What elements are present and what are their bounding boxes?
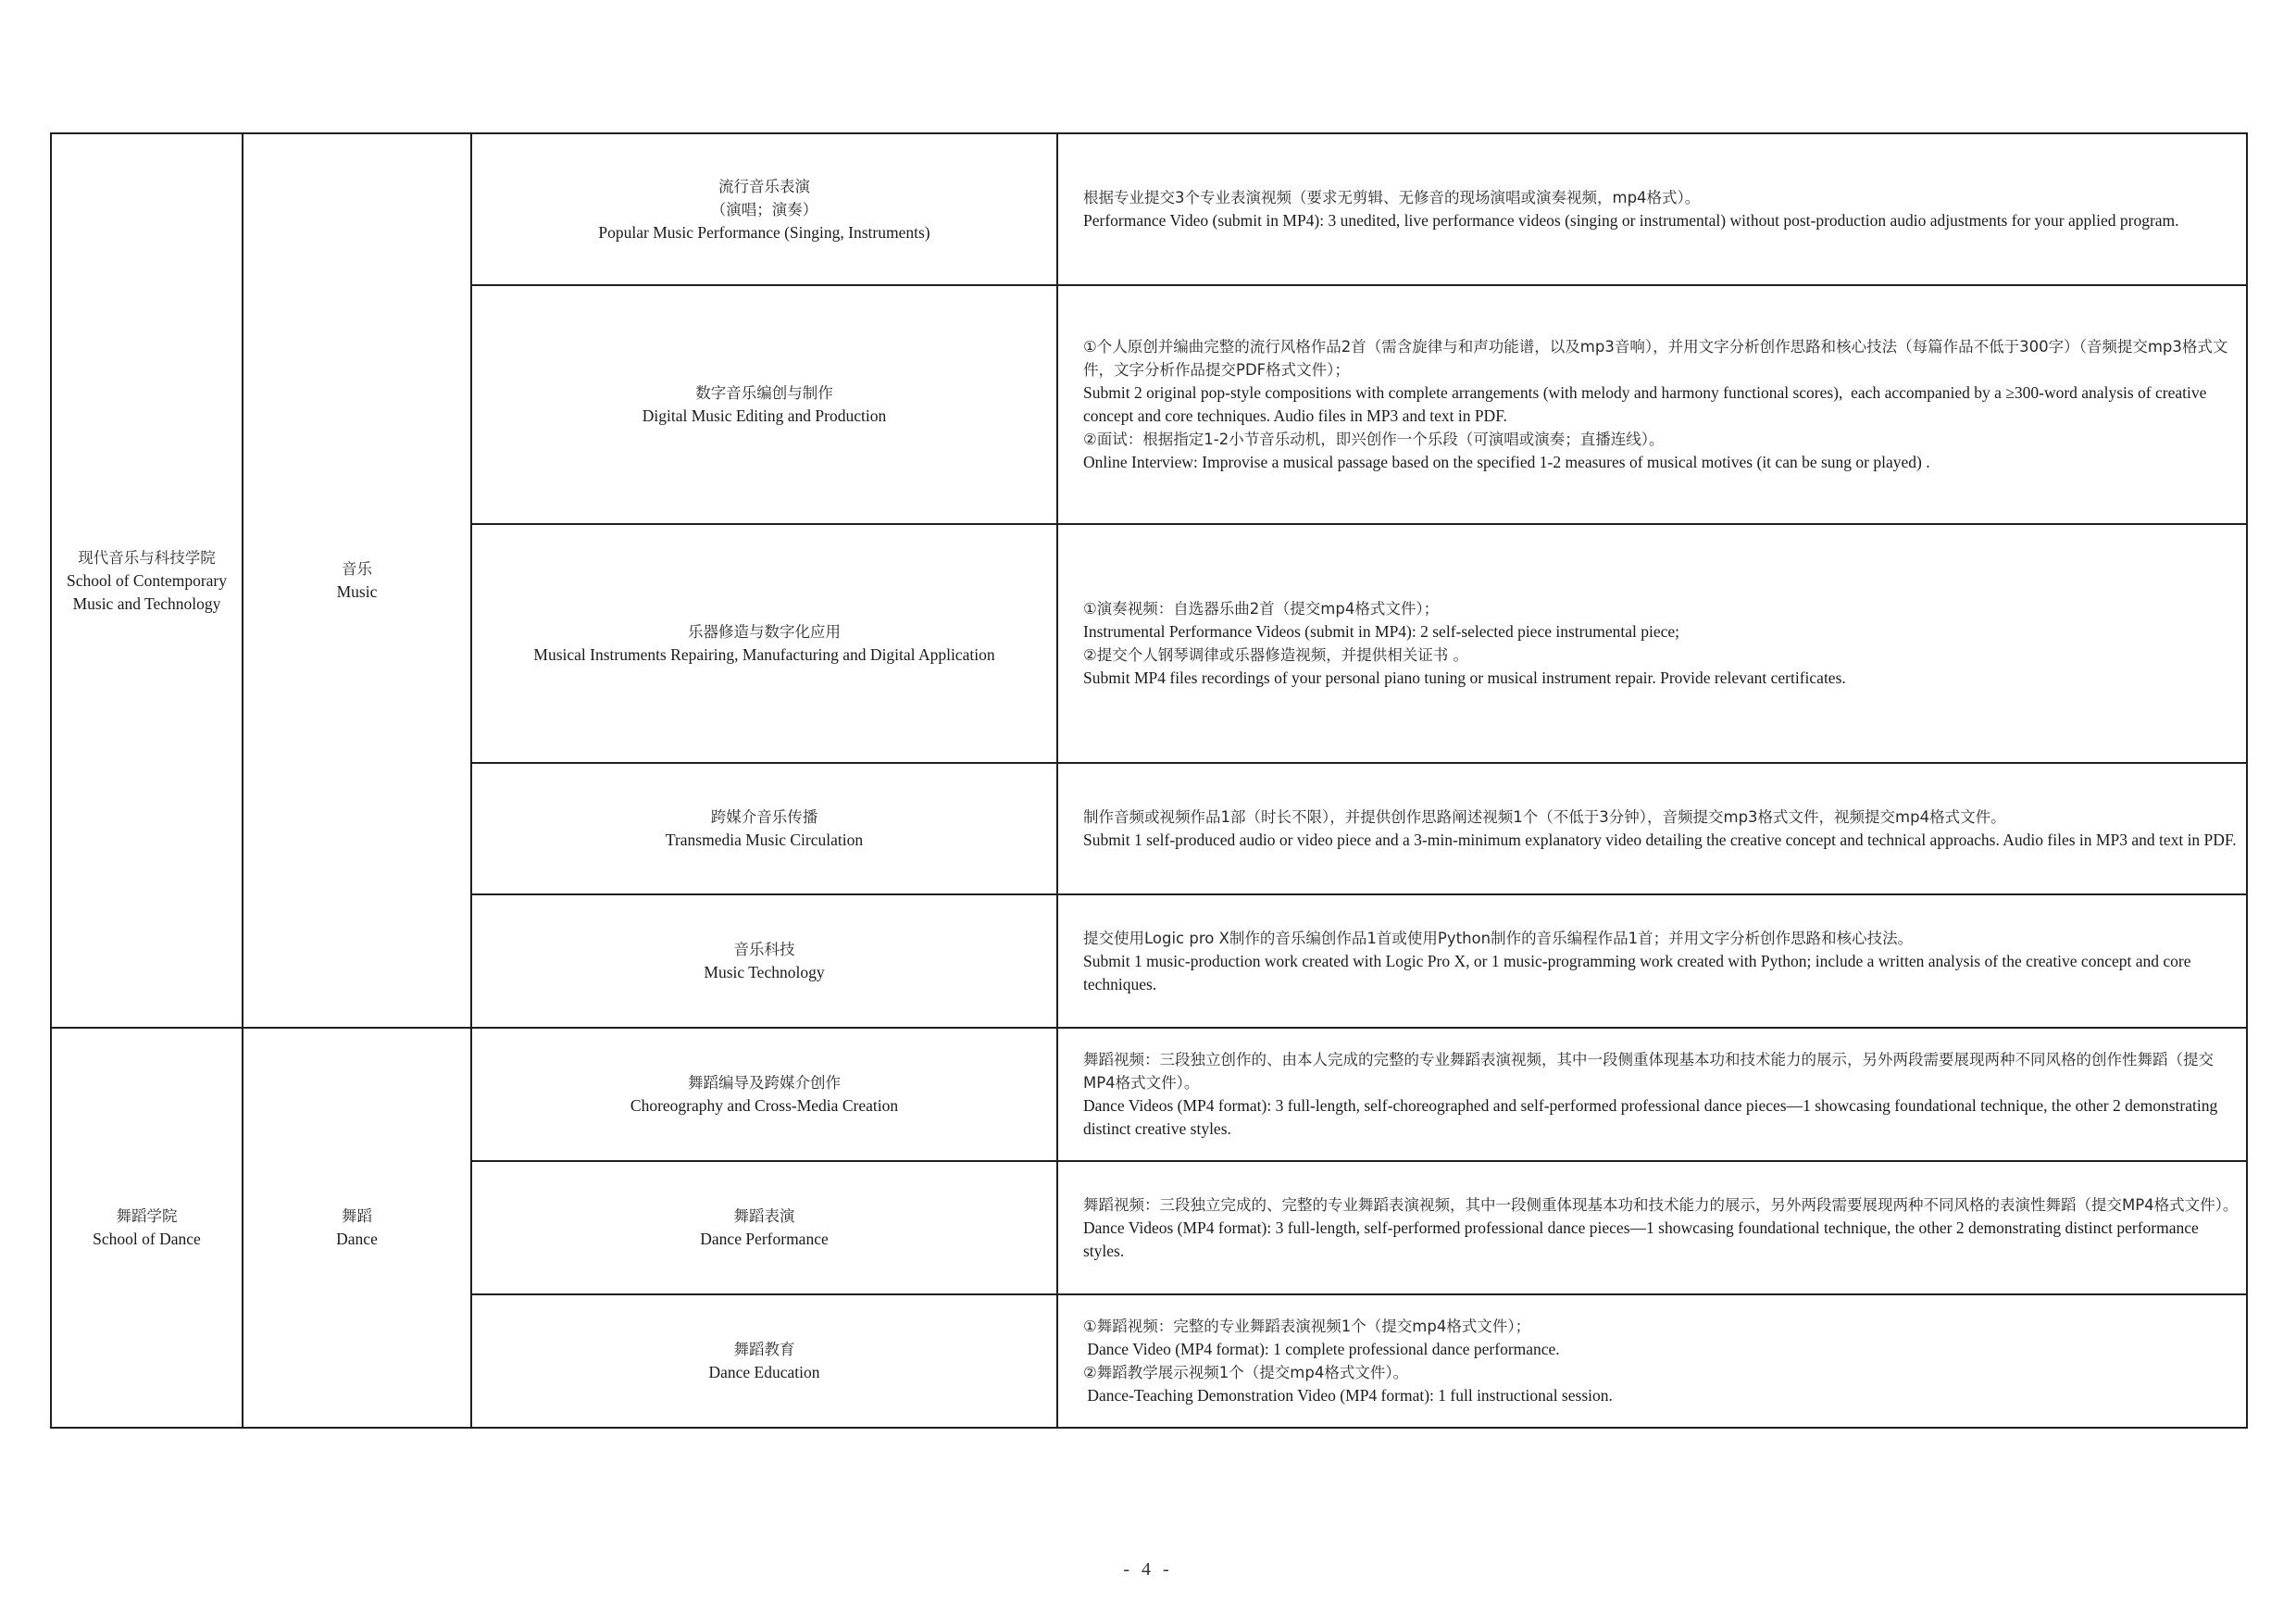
discipline-cell bbox=[243, 1028, 471, 1428]
program-name-cn: 舞蹈编导及跨媒介创作 bbox=[688, 1074, 841, 1092]
program-subtitle-cn: （演唱；演奏） bbox=[710, 200, 818, 219]
program-name-en: Dance Performance bbox=[700, 1230, 829, 1248]
requirements-cell bbox=[1057, 1161, 2247, 1294]
requirement-text-cn: ①个人原创并编曲完整的流行风格作品2首（需含旋律与和声功能谱，以及mp3音响），并用文字分析创作思路和核心技法（每篇作品不低于300字）（音频提交mp3格式文件，文字分析作品提交PDF格式文件）； bbox=[1083, 338, 2228, 379]
program-name-cn: 音乐科技 bbox=[733, 941, 795, 958]
program-name-en: Dance Education bbox=[708, 1363, 820, 1381]
program-name-en: Digital Music Editing and Production bbox=[642, 406, 887, 425]
program-name-cell bbox=[471, 1028, 1057, 1161]
requirement-text-en: Performance Video (submit in MP4): 3 unedited, live performance videos (singing or instrumental) without post-production audio adjustments for your applied program. bbox=[1083, 211, 2179, 230]
table-row bbox=[51, 133, 2247, 285]
requirement-text-en: Dance Videos (MP4 format): 3 full-length, self-performed professional dance pieces—1 showcasing foundational technique, the other 2 demonstrating distinct performance styles. bbox=[1083, 1218, 2203, 1260]
discipline-name-cn: 音乐 bbox=[342, 560, 372, 578]
requirement-text-en: Online Interview: Improvise a musical passage based on the specified 1-2 measures of musical motives (it can be sung or played) . bbox=[1083, 453, 1930, 471]
requirement-text-en: Submit 2 original pop-style compositions with complete arrangements (with melody and harmony functional scores), each accompanied by a ≥300-word analysis of creative concept and core techniques. Audio files in MP3 and text in PDF. bbox=[1083, 383, 2211, 425]
requirement-text-cn: ①舞蹈视频：完整的专业舞蹈表演视频1个（提交mp4格式文件）； bbox=[1083, 1318, 1531, 1335]
program-name-cn: 数字音乐编创与制作 bbox=[695, 384, 833, 402]
program-name-cell bbox=[471, 285, 1057, 524]
requirement-text-cn: 制作音频或视频作品1部（时长不限），并提供创作思路阐述视频1个（不低于3分钟），音频提交mp3格式文件，视频提交mp4格式文件。 bbox=[1083, 808, 2006, 826]
requirement-text-en: Submit MP4 files recordings of your personal piano tuning or musical instrument repair. Provide relevant certificates. bbox=[1083, 668, 1846, 687]
requirement-text-cn: 提交使用Logic pro X制作的音乐编创作品1首或使用Python制作的音乐编程作品1首；并用文字分析创作思路和核心技法。 bbox=[1083, 929, 1914, 947]
school-name-en: School of Dance bbox=[93, 1230, 201, 1248]
program-name-cell bbox=[471, 1161, 1057, 1294]
school-name-en: Music and Technology bbox=[72, 593, 221, 613]
program-name-en: Popular Music Performance (Singing, Instruments) bbox=[598, 222, 930, 242]
school-cell bbox=[51, 1028, 243, 1428]
program-name-cn: 乐器修造与数字化应用 bbox=[688, 623, 841, 641]
program-name-cell bbox=[471, 763, 1057, 894]
table-row bbox=[51, 1028, 2247, 1161]
program-name-cell bbox=[471, 894, 1057, 1028]
program-name-cell bbox=[471, 524, 1057, 763]
school-name-en: School of Contemporary bbox=[66, 570, 228, 590]
requirement-text-en: Dance Video (MP4 format): 1 complete professional dance performance. bbox=[1083, 1340, 1560, 1358]
requirements-cell bbox=[1057, 894, 2247, 1028]
requirement-text-cn: ②面试：根据指定1-2小节音乐动机，即兴创作一个乐段（可演唱或演奏；直播连线）。 bbox=[1083, 431, 1665, 448]
discipline-name-cn: 舞蹈 bbox=[342, 1207, 372, 1225]
program-name-en: Musical Instruments Repairing, Manufacturing and Digital Application bbox=[533, 645, 995, 664]
program-name-cn: 流行音乐表演 bbox=[718, 177, 810, 195]
requirements-cell bbox=[1057, 1294, 2247, 1428]
requirement-text-en: Dance Videos (MP4 format): 3 full-length, self-choreographed and self-performed professional dance pieces—1 showcasing foundational technique, the other 2 demonstrating distinct creative styles. bbox=[1083, 1096, 2222, 1138]
program-requirements-table bbox=[50, 132, 2248, 1429]
program-name-cell bbox=[471, 133, 1057, 285]
program-name-en: Music Technology bbox=[704, 963, 825, 981]
discipline-cell bbox=[243, 133, 471, 1028]
program-name-en: Choreography and Cross-Media Creation bbox=[630, 1096, 899, 1115]
requirements-cell bbox=[1057, 1028, 2247, 1161]
program-name-cn: 舞蹈教育 bbox=[733, 1341, 795, 1358]
program-name-cell bbox=[471, 1294, 1057, 1428]
requirements-cell bbox=[1057, 133, 2247, 285]
page-number: - 4 - bbox=[1123, 1559, 1173, 1580]
school-cell bbox=[51, 133, 243, 1028]
requirement-text-cn: 根据专业提交3个专业表演视频（要求无剪辑、无修音的现场演唱或演奏视频，mp4格式）。 bbox=[1083, 189, 1701, 206]
requirement-text-en: Submit 1 music-production work created with Logic Pro X, or 1 music-programming work created with Python; include a written analysis of the creative concept and core techniques. bbox=[1083, 951, 2195, 993]
requirement-text-cn: ②提交个人钢琴调律或乐器修造视频，并提供相关证书 。 bbox=[1083, 646, 1469, 664]
requirement-text-en: Instrumental Performance Videos (submit in MP4): 2 self-selected piece instrumental piece; bbox=[1083, 622, 1679, 641]
requirement-text-cn: ①演奏视频：自选器乐曲2首（提交mp4格式文件）； bbox=[1083, 600, 1440, 618]
requirement-text-cn: 舞蹈视频：三段独立创作的、由本人完成的完整的专业舞蹈表演视频，其中一段侧重体现基本功和技术能力的展示，另外两段需要展现两种不同风格的创作性舞蹈（提交MP4格式文件）。 bbox=[1083, 1051, 2214, 1092]
program-name-cn: 跨媒介音乐传播 bbox=[710, 808, 818, 826]
discipline-name-en: Dance bbox=[336, 1230, 378, 1248]
program-name-cn: 舞蹈表演 bbox=[733, 1207, 795, 1225]
school-name-cn: 舞蹈学院 bbox=[116, 1207, 178, 1225]
requirement-text-cn: 舞蹈视频：三段独立完成的、完整的专业舞蹈表演视频，其中一段侧重体现基本功和技术能力的展示，另外两段需要展现两种不同风格的表演性舞蹈（提交MP4格式文件）。 bbox=[1083, 1195, 2239, 1214]
requirement-text-en: Dance-Teaching Demonstration Video (MP4 format): 1 full instructional session. bbox=[1083, 1386, 1613, 1405]
requirements-cell bbox=[1057, 524, 2247, 763]
program-name-en: Transmedia Music Circulation bbox=[665, 831, 864, 849]
requirement-text-en: Submit 1 self-produced audio or video piece and a 3-min-minimum explanatory video detailing the creative concept and technical approachs. Audio files in MP3 and text in PDF. bbox=[1083, 831, 2237, 849]
requirement-text-cn: ②舞蹈教学展示视频1个（提交mp4格式文件）。 bbox=[1083, 1364, 1409, 1381]
requirements-cell bbox=[1057, 285, 2247, 524]
requirements-cell bbox=[1057, 763, 2247, 894]
discipline-name-en: Music bbox=[336, 582, 378, 601]
school-name-cn: 现代音乐与科技学院 bbox=[78, 548, 216, 567]
